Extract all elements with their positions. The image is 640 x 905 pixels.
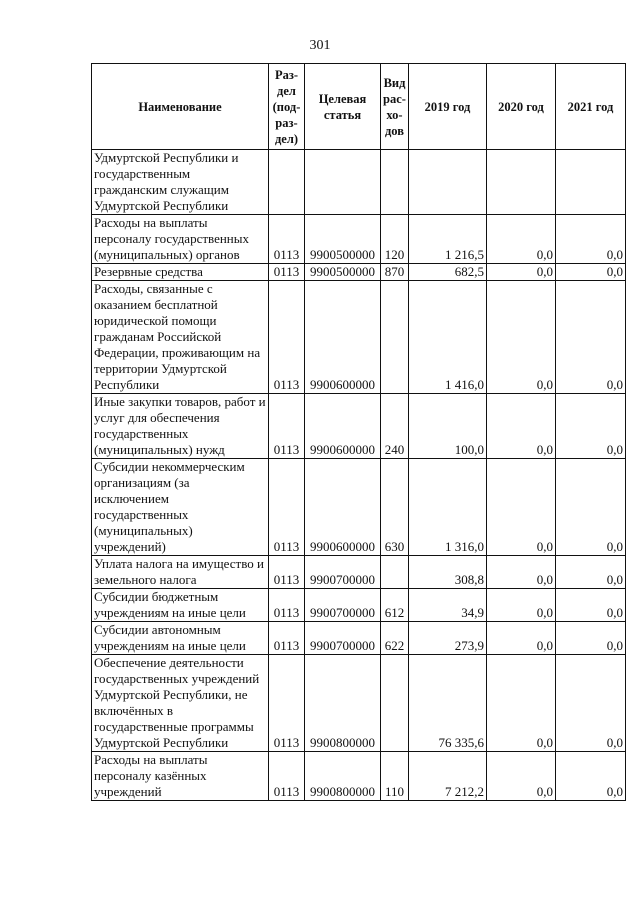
header-2021: 2021 год [556,64,626,150]
row-value-2019: 7 212,2 [409,752,487,801]
row-value-2020: 0,0 [487,459,556,556]
row-value-2019: 34,9 [409,589,487,622]
row-target: 9900600000 [305,394,381,459]
row-value-2021: 0,0 [556,264,626,281]
row-section: 0113 [269,622,305,655]
row-name: Резервные средства [92,264,269,281]
row-value-2019: 1 216,5 [409,215,487,264]
row-section: 0113 [269,752,305,801]
row-expense-type: 870 [381,264,409,281]
table-row [92,215,626,264]
row-section [269,150,305,215]
table-row [92,622,626,655]
row-target: 9900700000 [305,556,381,589]
row-section: 0113 [269,281,305,394]
table-row [92,556,626,589]
row-value-2020 [487,150,556,215]
row-section: 0113 [269,394,305,459]
budget-table [91,63,626,801]
table-header-row [92,64,626,150]
header-2020: 2020 год [487,64,556,150]
row-expense-type: 630 [381,459,409,556]
row-expense-type: 612 [381,589,409,622]
row-value-2019: 1 316,0 [409,459,487,556]
row-expense-type: 120 [381,215,409,264]
table-row [92,752,626,801]
table-row [92,281,626,394]
row-name: Расходы на выплаты персоналу государственных (муниципальных) органов [92,215,269,264]
row-section: 0113 [269,589,305,622]
header-name: Наименование [92,64,269,150]
row-name: Удмуртской Республики и государственным гражданским служащим Удмуртской Республики [92,150,269,215]
row-value-2021: 0,0 [556,459,626,556]
row-name: Расходы, связанные с оказанием бесплатной юридической помощи гражданам Российской Федерации, проживающим на территории Удмуртской Республики [92,281,269,394]
row-value-2021: 0,0 [556,556,626,589]
row-expense-type: 622 [381,622,409,655]
table-row [92,459,626,556]
row-value-2021: 0,0 [556,655,626,752]
row-expense-type [381,556,409,589]
row-expense-type [381,281,409,394]
row-expense-type: 110 [381,752,409,801]
row-value-2021 [556,150,626,215]
row-value-2021: 0,0 [556,622,626,655]
row-section: 0113 [269,264,305,281]
row-value-2019: 308,8 [409,556,487,589]
header-2019: 2019 год [409,64,487,150]
row-name: Иные закупки товаров, работ и услуг для обеспечения государственных (муниципальных) нужд [92,394,269,459]
row-value-2021: 0,0 [556,394,626,459]
row-name: Субсидии автономным учреждениям на иные цели [92,622,269,655]
header-target: Целевая статья [305,64,381,150]
row-name: Субсидии бюджетным учреждениям на иные цели [92,589,269,622]
table-body [92,150,626,801]
row-target: 9900700000 [305,622,381,655]
table-row [92,150,626,215]
row-value-2019 [409,150,487,215]
row-value-2020: 0,0 [487,622,556,655]
row-value-2020: 0,0 [487,655,556,752]
row-value-2020: 0,0 [487,281,556,394]
row-value-2019: 682,5 [409,264,487,281]
row-value-2021: 0,0 [556,215,626,264]
row-value-2019: 1 416,0 [409,281,487,394]
row-value-2020: 0,0 [487,394,556,459]
table-row [92,264,626,281]
row-value-2019: 100,0 [409,394,487,459]
row-value-2020: 0,0 [487,264,556,281]
row-value-2021: 0,0 [556,752,626,801]
row-section: 0113 [269,215,305,264]
row-target: 9900500000 [305,215,381,264]
row-target [305,150,381,215]
row-name: Обеспечение деятельности государственных учреждений Удмуртской Республики, не включённых в государственные программы Удмуртской Республики [92,655,269,752]
row-expense-type [381,655,409,752]
row-value-2019: 76 335,6 [409,655,487,752]
row-expense-type: 240 [381,394,409,459]
row-value-2021: 0,0 [556,281,626,394]
header-section: Раз- дел (под- раз- дел) [269,64,305,150]
table-row [92,589,626,622]
row-expense-type [381,150,409,215]
row-target: 9900600000 [305,281,381,394]
row-name: Уплата налога на имущество и земельного налога [92,556,269,589]
row-target: 9900600000 [305,459,381,556]
page-number: 301 [309,38,331,53]
table-row [92,655,626,752]
row-value-2021: 0,0 [556,589,626,622]
row-target: 9900800000 [305,752,381,801]
row-value-2020: 0,0 [487,752,556,801]
row-section: 0113 [269,655,305,752]
header-expense-type: Вид рас- хо- дов [381,64,409,150]
row-section: 0113 [269,556,305,589]
row-name: Расходы на выплаты персоналу казённых учреждений [92,752,269,801]
row-value-2019: 273,9 [409,622,487,655]
table-row [92,394,626,459]
row-target: 9900800000 [305,655,381,752]
row-value-2020: 0,0 [487,556,556,589]
row-section: 0113 [269,459,305,556]
row-value-2020: 0,0 [487,589,556,622]
row-name: Субсидии некоммерческим организациям (за исключением государственных (муниципальных) учреждений) [92,459,269,556]
row-target: 9900500000 [305,264,381,281]
row-target: 9900700000 [305,589,381,622]
row-value-2020: 0,0 [487,215,556,264]
